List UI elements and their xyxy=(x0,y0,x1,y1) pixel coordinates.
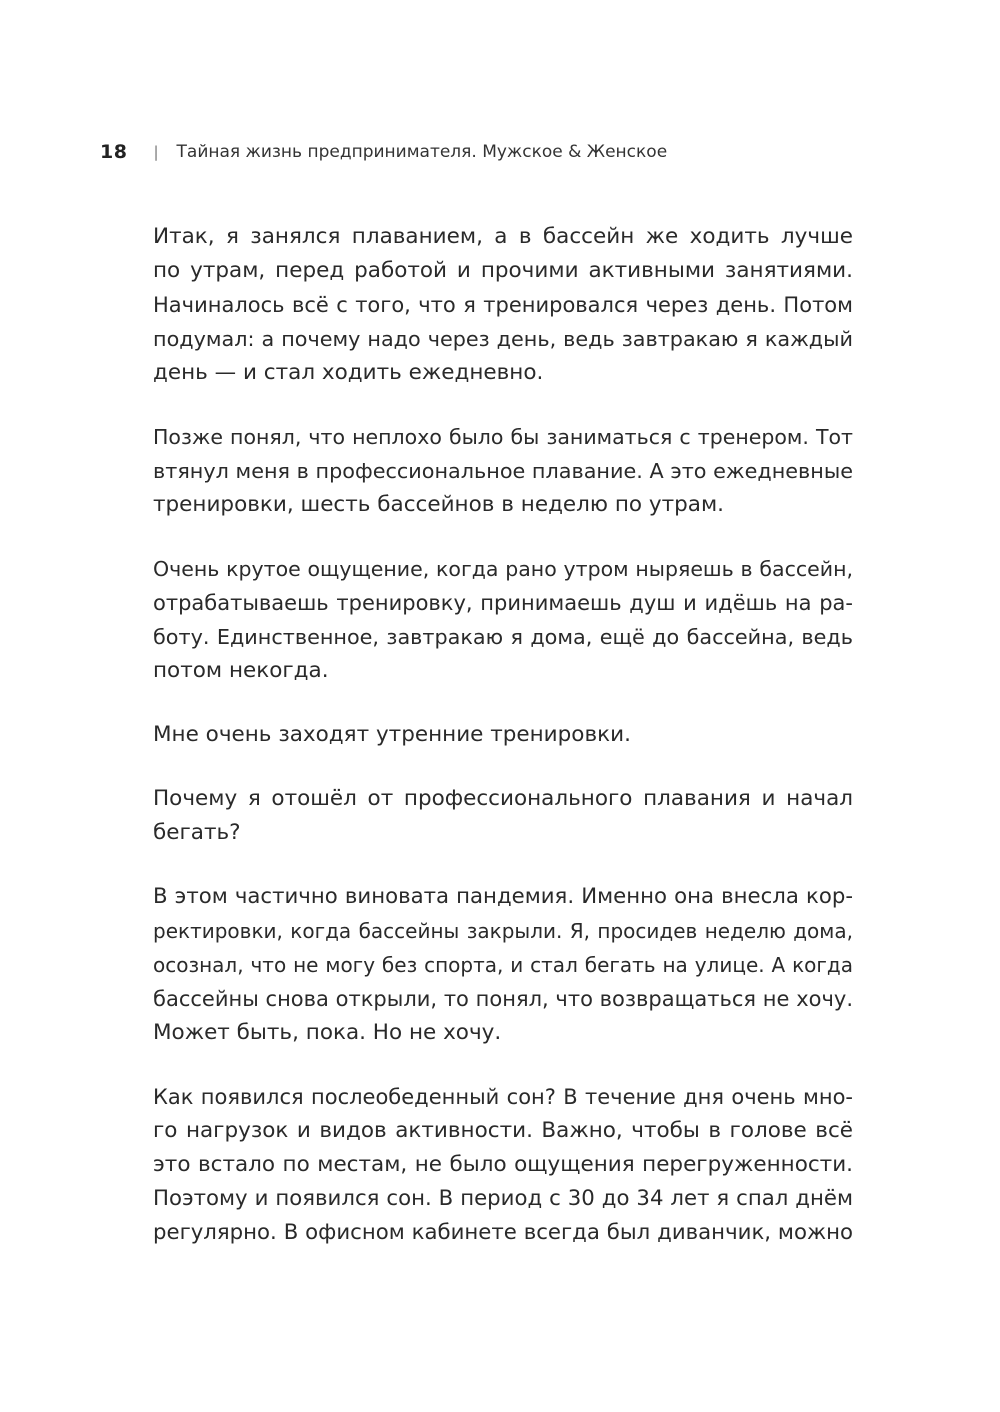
text-line: это встало по местам, не было ощущения перегруженности. xyxy=(153,1152,853,1177)
text-line: В этом частично виновата пандемия. Именно она внесла кор- xyxy=(153,884,853,909)
text-line: боту. Единственное, завтракаю я дома, ещё до бассейна, ведь xyxy=(153,625,853,649)
header-separator: | xyxy=(153,143,159,161)
page-number: 18 xyxy=(100,141,128,163)
paragraph-4 xyxy=(153,718,853,752)
text-line: Почему я отошёл от профессионального плавания и начал xyxy=(153,786,853,811)
paragraph-1 xyxy=(153,220,853,390)
paragraph-6 xyxy=(153,880,853,1050)
text-line: Начиналось всё с того, что я тренировался через день. Потом xyxy=(153,293,853,317)
text-line: день — и стал ходить ежедневно. xyxy=(153,360,544,385)
text-line: по утрам, перед работой и прочими активными занятиями. xyxy=(153,258,853,283)
text-line: втянул меня в профессиональное плавание. А это ежедневные xyxy=(153,459,853,483)
text-line: го нагрузок и видов активности. Важно, чтобы в голове всё xyxy=(153,1118,853,1143)
text-body xyxy=(153,220,853,1280)
running-head xyxy=(100,138,667,166)
text-line: Позже понял, что неплохо было бы заниматься с тренером. Тот xyxy=(153,425,853,449)
text-line: бассейны снова открыли, то понял, что возвращаться не хочу. xyxy=(153,987,853,1011)
text-line: Как появился послеобеденный сон? В течение дня очень мно- xyxy=(153,1085,853,1109)
text-line: бегать? xyxy=(153,820,241,845)
text-line: Может быть, пока. Но не хочу. xyxy=(153,1020,502,1045)
text-line: Поэтому и появился сон. В период с 30 до 34 лет я спал днём xyxy=(153,1186,853,1211)
text-line: тренировки, шесть бассейнов в неделю по утрам. xyxy=(153,492,724,517)
paragraph-2 xyxy=(153,420,853,522)
text-line: потом некогда. xyxy=(153,658,329,683)
text-line: Мне очень заходят утренние тренировки. xyxy=(153,722,631,747)
text-line: регулярно. В офисном кабинете всегда был диванчик, можно xyxy=(153,1220,853,1245)
text-line: Итак, я занялся плаванием, а в бассейн же ходить лучше xyxy=(153,224,853,249)
text-line: ректировки, когда бассейны закрыли. Я, просидев неделю дома, xyxy=(153,919,853,943)
paragraph-7 xyxy=(153,1080,853,1250)
book-title: Тайная жизнь предпринимателя. Мужское & Женское xyxy=(176,142,668,162)
text-line: Очень крутое ощущение, когда рано утром ныряешь в бассейн, xyxy=(153,557,853,581)
text-line: подумал: а почему надо через день, ведь завтракаю я каждый xyxy=(153,327,853,351)
paragraph-3 xyxy=(153,552,853,688)
paragraph-5 xyxy=(153,782,853,850)
text-line: осознал, что не могу без спорта, и стал бегать на улице. А когда xyxy=(153,953,853,977)
text-line: отрабатываешь тренировку, принимаешь душ и идёшь на ра- xyxy=(153,591,853,615)
